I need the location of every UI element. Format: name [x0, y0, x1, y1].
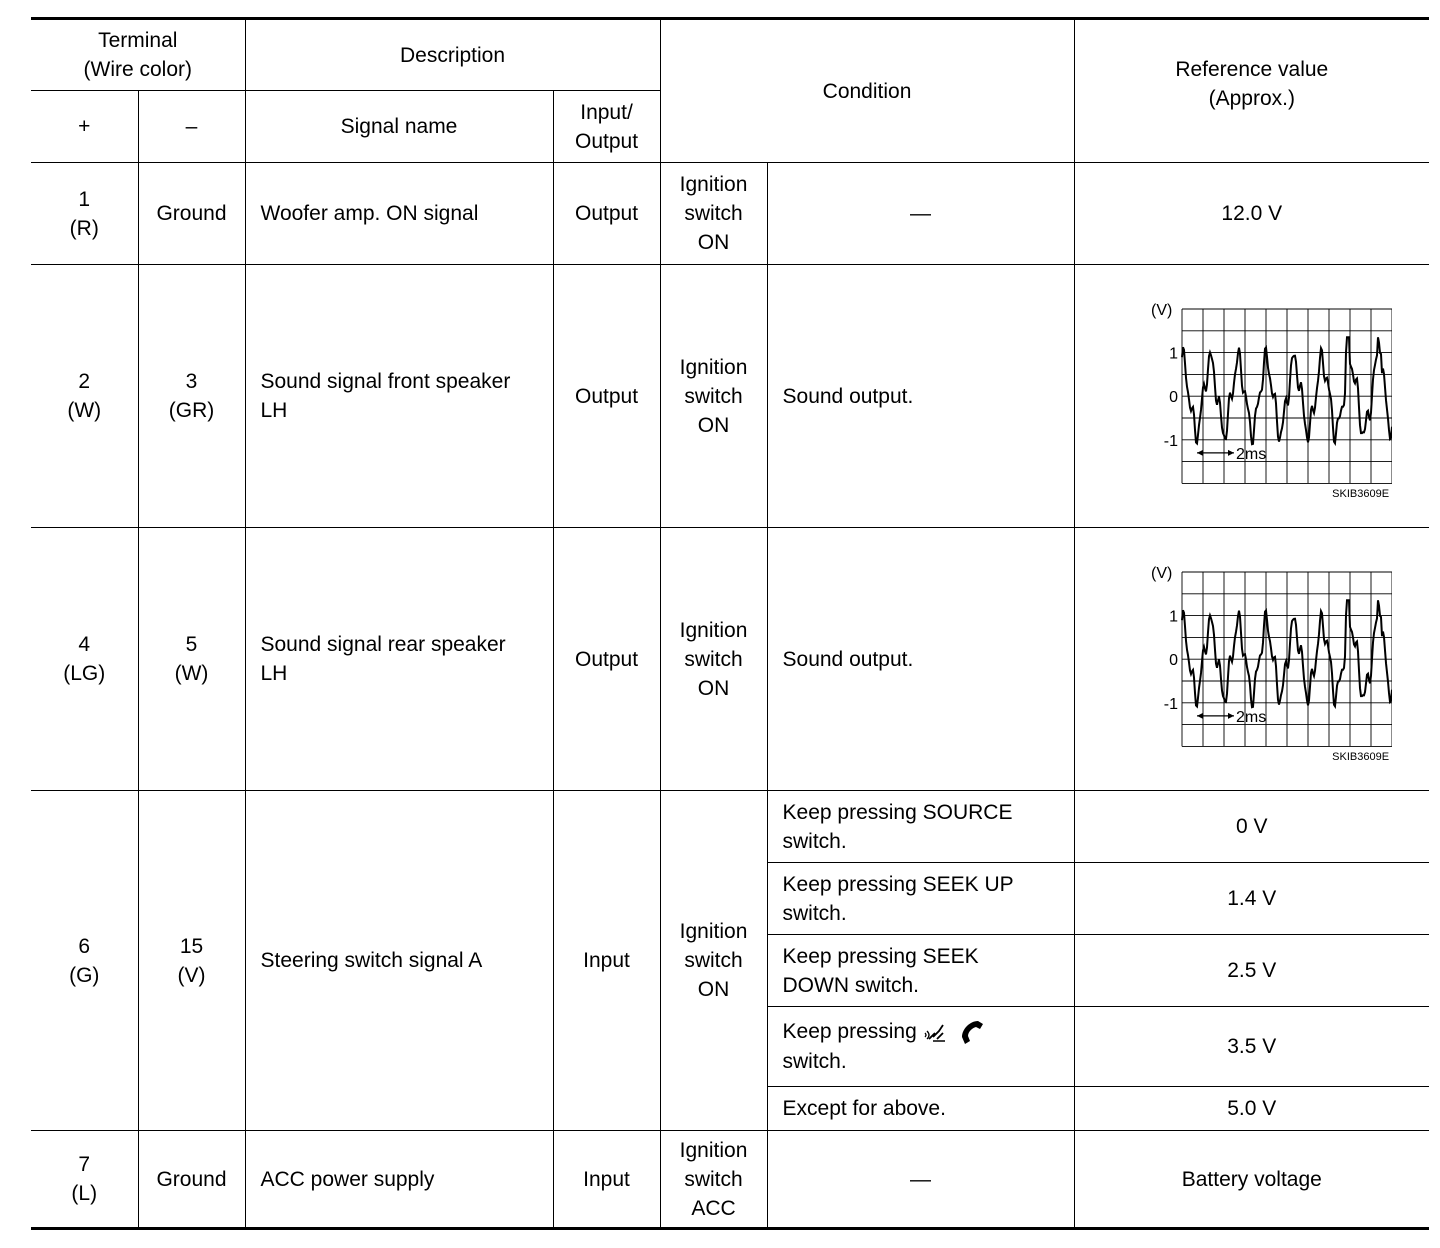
- figure-caption: SKIB3609E: [1332, 751, 1390, 763]
- time-scale-label: 2ms: [1235, 708, 1267, 726]
- header-minus: –: [138, 91, 245, 163]
- terminal-minus: Ground: [138, 1131, 245, 1229]
- condition-text: Keep pressing: [782, 1019, 917, 1043]
- terminal-plus: 1 (R): [31, 163, 138, 265]
- signal-name: Woofer amp. ON signal: [245, 163, 553, 265]
- y-tick-label: -1: [1163, 695, 1178, 713]
- time-scale-arrow: [1197, 450, 1203, 456]
- reference-waveform: [1074, 265, 1429, 528]
- header-terminal: Terminal (Wire color): [31, 19, 245, 91]
- y-unit-label: (V): [1150, 565, 1173, 582]
- reference-value: 1.4 V: [1074, 863, 1429, 935]
- condition: Except for above.: [767, 1087, 1074, 1131]
- condition: Keep pressing SEEK UP switch.: [767, 863, 1074, 935]
- condition: Keep pressing SOURCE switch.: [767, 791, 1074, 863]
- terminal-plus: 2 (W): [31, 265, 138, 528]
- condition: [767, 1007, 1074, 1087]
- header-plus: +: [31, 91, 138, 163]
- time-scale-arrow: [1228, 713, 1234, 719]
- y-tick-label: 0: [1168, 389, 1178, 407]
- ignition-condition: Ignition switch ON: [660, 791, 767, 1131]
- terminal-plus: 6 (G): [31, 791, 138, 1131]
- condition: Sound output.: [767, 265, 1074, 528]
- table-row: [31, 265, 1429, 528]
- ignition-condition: Ignition switch ON: [660, 163, 767, 265]
- io: Input: [553, 791, 660, 1131]
- terminal-reference-table: [31, 17, 1429, 1230]
- waveform-grid: [1182, 309, 1392, 483]
- phone-icon: [956, 1017, 986, 1047]
- table-row: [31, 791, 1429, 863]
- signal-name: Sound signal front speaker LH: [245, 265, 553, 528]
- terminal-minus: 3 (GR): [138, 265, 245, 528]
- waveform-image: [1112, 554, 1392, 754]
- condition: —: [767, 163, 1074, 265]
- terminal-plus: 4 (LG): [31, 528, 138, 791]
- terminal-minus: 5 (W): [138, 528, 245, 791]
- y-unit-label: (V): [1150, 302, 1173, 319]
- header-io: Input/ Output: [553, 91, 660, 163]
- signal-name: Sound signal rear speaker LH: [245, 528, 553, 791]
- table-row: [31, 1131, 1429, 1229]
- header-reference: Reference value (Approx.): [1074, 19, 1429, 163]
- figure-caption: SKIB3609E: [1332, 488, 1390, 500]
- condition: Keep pressing SEEK DOWN switch.: [767, 935, 1074, 1007]
- io: Output: [553, 265, 660, 528]
- time-scale-label: 2ms: [1235, 445, 1267, 463]
- reference-value: 12.0 V: [1074, 163, 1429, 265]
- reference-value: 0 V: [1074, 791, 1429, 863]
- ignition-condition: Ignition switch ON: [660, 265, 767, 528]
- y-tick-label: 1: [1168, 345, 1178, 363]
- reference-value: 2.5 V: [1074, 935, 1429, 1007]
- condition-text: switch.: [782, 1050, 847, 1074]
- y-tick-label: 0: [1168, 652, 1178, 670]
- waveform-image: [1112, 291, 1392, 491]
- signal-name: Steering switch signal A: [245, 791, 553, 1131]
- reference-value: Battery voltage: [1074, 1131, 1429, 1229]
- table-row: [31, 528, 1429, 791]
- terminal-plus: 7 (L): [31, 1131, 138, 1229]
- terminal-minus: 15 (V): [138, 791, 245, 1131]
- ignition-condition: Ignition switch ON: [660, 528, 767, 791]
- reference-value: 5.0 V: [1074, 1087, 1429, 1131]
- time-scale-arrow: [1197, 713, 1203, 719]
- voice-command-icon: [923, 1019, 951, 1045]
- condition: Sound output.: [767, 528, 1074, 791]
- header-signal-name: Signal name: [245, 91, 553, 163]
- table-row: [31, 163, 1429, 265]
- io: Output: [553, 528, 660, 791]
- io: Output: [553, 163, 660, 265]
- waveform-grid: [1182, 572, 1392, 746]
- reference-waveform: [1074, 528, 1429, 791]
- signal-name: ACC power supply: [245, 1131, 553, 1229]
- header-description: Description: [245, 19, 660, 91]
- y-tick-label: 1: [1168, 608, 1178, 626]
- y-tick-label: -1: [1163, 432, 1178, 450]
- ignition-condition: Ignition switch ACC: [660, 1131, 767, 1229]
- io: Input: [553, 1131, 660, 1229]
- header-condition: Condition: [660, 19, 1074, 163]
- condition: —: [767, 1131, 1074, 1229]
- reference-value: 3.5 V: [1074, 1007, 1429, 1087]
- terminal-minus: Ground: [138, 163, 245, 265]
- time-scale-arrow: [1228, 450, 1234, 456]
